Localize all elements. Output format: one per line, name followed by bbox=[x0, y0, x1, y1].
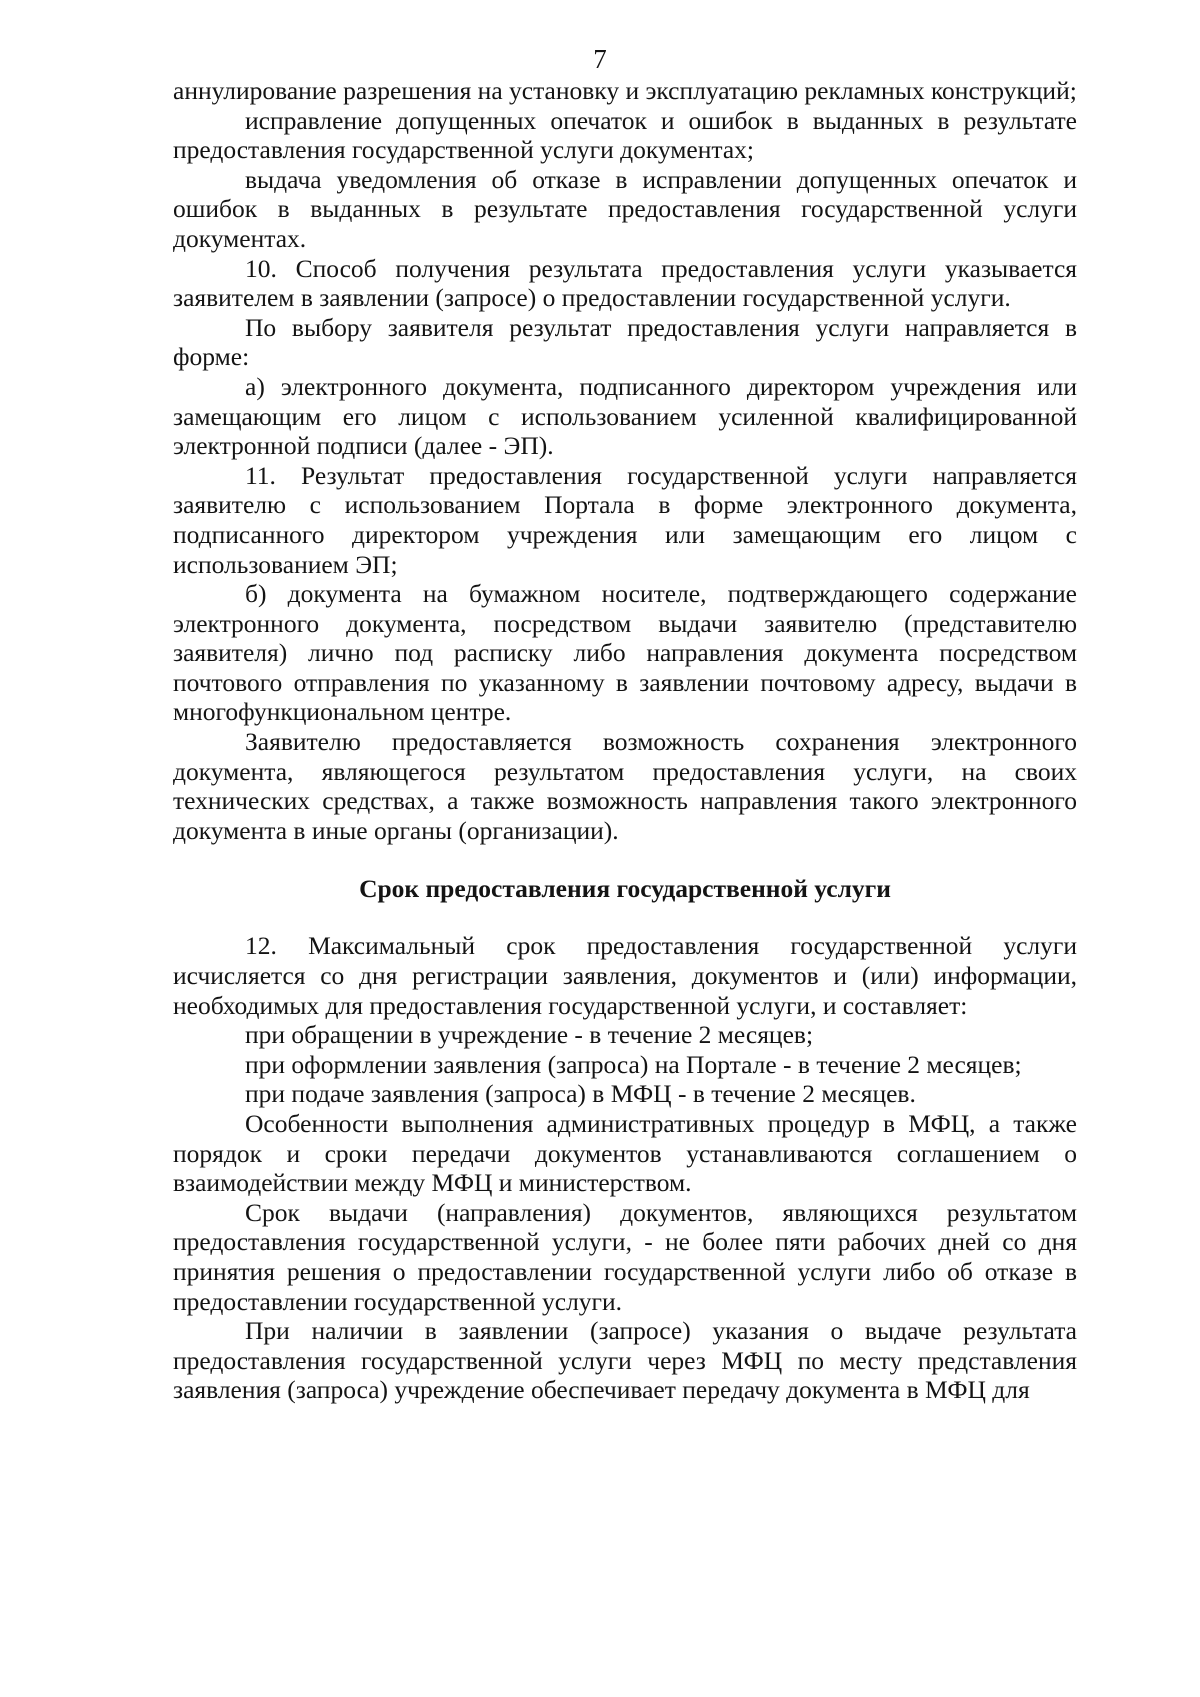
section-heading: Срок предоставления государственной услуги bbox=[359, 874, 891, 904]
paragraph-saving-document: Заявителю предоставляется возможность сохранения электронного документа, являющегося результатом предоставления услуги, на своих технических средствах, а также возможность направления такого электронного документа в иные органы (организации). bbox=[173, 727, 1077, 845]
paragraph-12: 12. Максимальный срок предоставления государственной услуги исчисляется со дня регистрации заявления, документов и (или) информации, необходимых для предоставления государственной услуги, и составляет: bbox=[173, 931, 1077, 1020]
paragraph-result-form: По выбору заявителя результат предоставления услуги направляется в форме: bbox=[173, 312, 1077, 372]
document-body bbox=[173, 76, 1077, 1405]
paragraph-refusal-notice: выдача уведомления об отказе в исправлении допущенных опечаток и ошибок в выданных в результате предоставления государственной услуги документах. bbox=[173, 164, 1077, 253]
paragraph-mfc-procedures: Особенности выполнения административных процедур в МФЦ, а также порядок и сроки передачи документов устанавливаются соглашением о взаимодействии между МФЦ и министерством. bbox=[173, 1109, 1077, 1198]
paragraph-10: 10. Способ получения результата предоставления услуги указывается заявителем в заявлении (запросе) о предоставлении государственной услуги. bbox=[173, 253, 1077, 313]
paragraph-typo-correction: исправление допущенных опечаток и ошибок в выданных в результате предоставления государственной услуги документах; bbox=[173, 105, 1077, 165]
paragraph-11: 11. Результат предоставления государственной услуги направляется заявителю с использованием Портала в форме электронного документа, подписанного директором учреждения или замещающим его лицом с использованием ЭП; bbox=[173, 460, 1077, 579]
term-line-mfc: при подаче заявления (запроса) в МФЦ - в течение 2 месяцев. bbox=[245, 1079, 916, 1109]
paragraph-item-a: а) электронного документа, подписанного директором учреждения или замещающим его лицом с использованием усиленной квалифицированной электронной подписи (далее - ЭП). bbox=[173, 371, 1077, 461]
paragraph-item-b: б) документа на бумажном носителе, подтверждающего содержание электронного документа, посредством выдачи заявителю (представителю заявителя) лично под расписку либо направления документа посредством почтового отправления по указанному в заявлении почтовому адресу, выдачи в многофункциональном центре. bbox=[173, 579, 1077, 727]
paragraph-revocation: аннулирование разрешения на установку и эксплуатацию рекламных конструкций; bbox=[173, 76, 1077, 105]
term-line-portal: при оформлении заявления (запроса) на Портале - в течение 2 месяцев; bbox=[245, 1049, 1022, 1079]
page-number: 7 bbox=[593, 44, 607, 74]
paragraph-issue-term: Срок выдачи (направления) документов, являющихся результатом предоставления государственной услуги, - не более пяти рабочих дней со дня принятия решения о предоставлении государственной услуги либо об отказе в предоставлении государственной услуги. bbox=[173, 1197, 1077, 1316]
term-line-institution: при обращении в учреждение - в течение 2 месяцев; bbox=[245, 1020, 814, 1050]
paragraph-mfc-delivery: При наличии в заявлении (запросе) указания о выдаче результата предоставления государственной услуги через МФЦ по месту представления заявления (запроса) учреждение обеспечивает передачу документа в МФЦ для bbox=[173, 1316, 1077, 1405]
